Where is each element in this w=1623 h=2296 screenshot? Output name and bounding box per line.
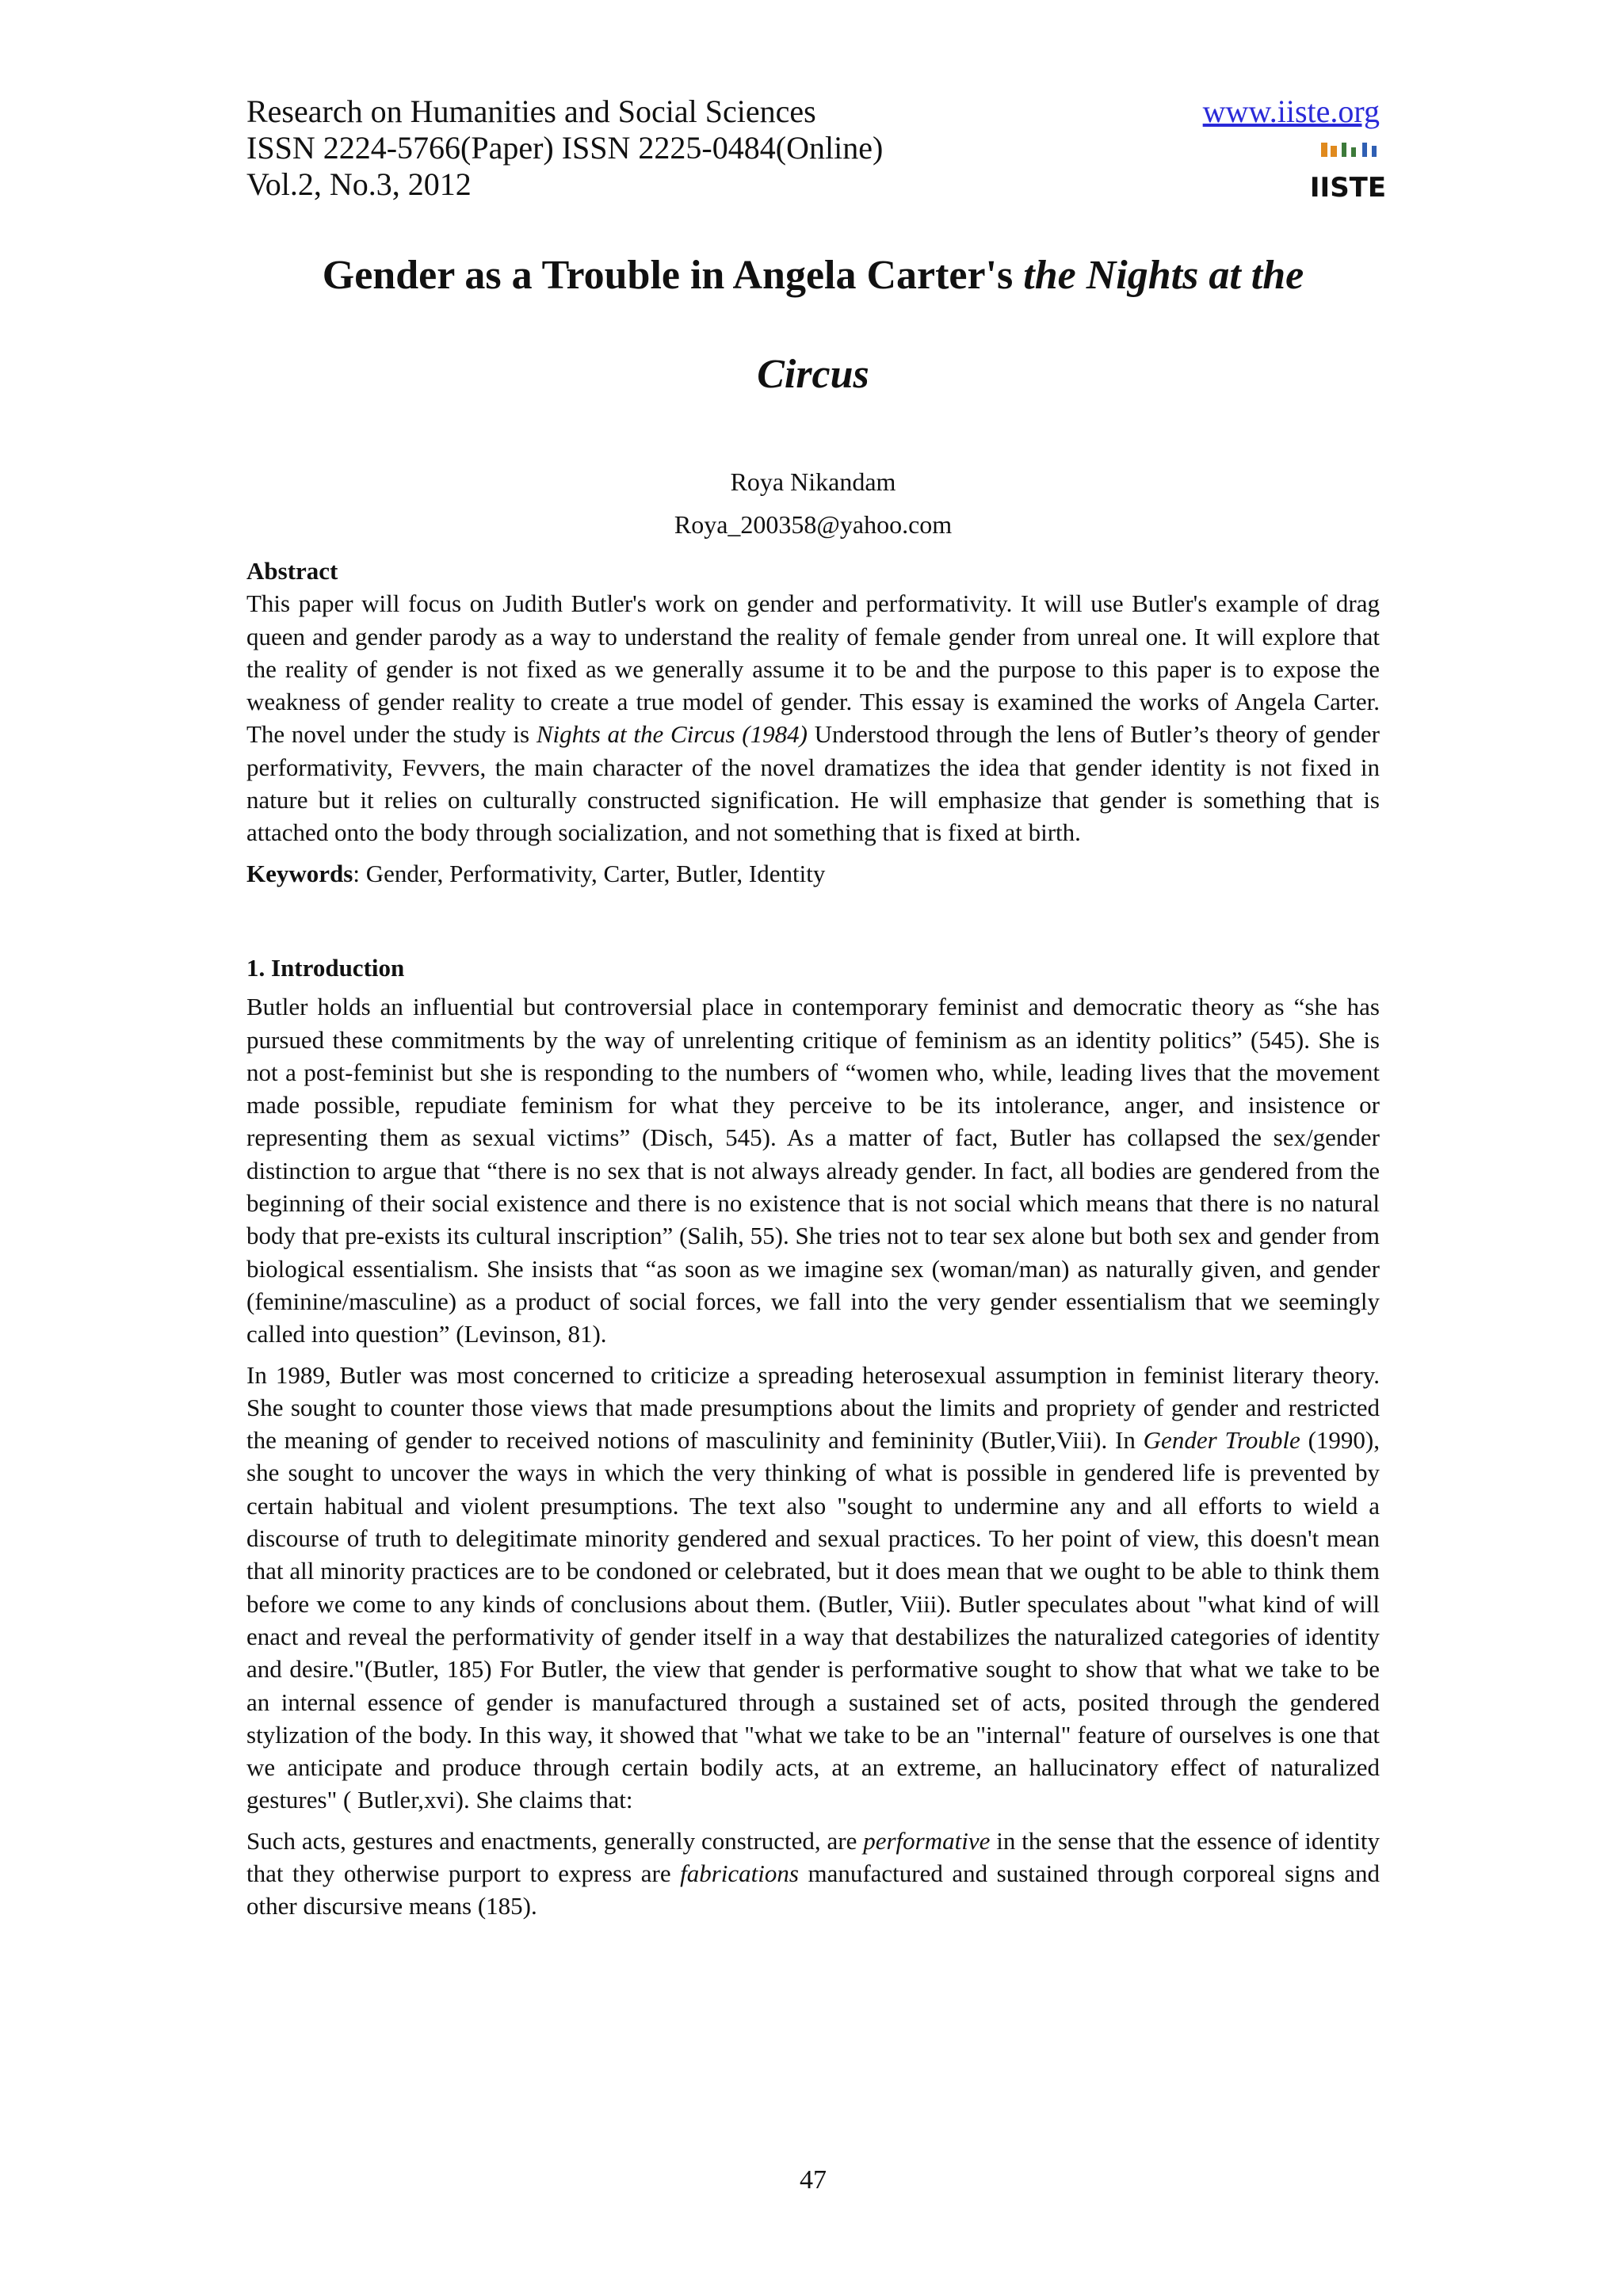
author-name: Roya Nikandam bbox=[730, 467, 896, 496]
volume-line: Vol.2, No.3, 2012 bbox=[246, 166, 472, 202]
keywords-line bbox=[246, 857, 1380, 890]
author-email: Roya_200358@yahoo.com bbox=[674, 510, 953, 539]
website-link[interactable]: www.iiste.org bbox=[1202, 93, 1380, 129]
title-italic-circus: Circus bbox=[757, 352, 869, 397]
paper-body bbox=[246, 555, 1380, 1923]
intro-paragraph-2: In 1989, Butler was most concerned to criticize a spreading heterosexual assumption in feminist literary theory. She sought to counter those views that made presumptions about the limits and propriety of gender and restricted the meaning of gender to received notions of masculinity and femininity (Butler,Viii). In Gender Trouble (1990), she sought to uncover the ways in which the very thinking of what is possible in gendered life is prevented by certain habitual and violent presumptions. The text also "sought to undermine any and all efforts to wield a discourse of truth to delegitimate minority gendered and sexual practices. To her point of view, this doesn't mean that all minority practices are to be condoned or celebrated, but it does mean that we ought to be able to think them before we come to any kinds of conclusions about them. (Butler, Viii). Butler speculates about "what kind of will enact and reveal the performativity of gender itself in a way that destabilizes the naturalized categories of identity and desire."(Butler, 185) For Butler, the view that gender is performative sought to show that what we take to be an internal essence of gender is manufactured through a sustained set of acts, posited through the gendered stylization of the body. In this way, it showed that "what we take to be an "internal" feature of ourselves is one that we anticipate and produce through certain bodily acts, at an extreme, an hallucinatory effect of naturalized gestures" ( Butler,xvi). She claims that: bbox=[246, 1360, 1380, 1814]
keywords-label: Keywords bbox=[246, 859, 353, 887]
abstract-heading: Abstract bbox=[246, 557, 338, 585]
intro-paragraph-1: Butler holds an influential but controversial place in contemporary feminist and democratic theory as “she has pursued these commitments by the way of unrelenting critique of feminism as an identity politics” (545). She is not a post-feminist but she is responding to the numbers of “women who, while, leading lives that the movement made possible, repudiate feminism for what they perceive to be its intolerance, anger, and insistence or representing them as sexual victims” (Disch, 545). As a matter of fact, Butler has collapsed the sex/gender distinction to argue that “there is no sex that is not always already gender. In fact, all bodies are gendered from the beginning of their social existence and there is no existence that is not social which means that there is no natural body that pre-exists its cultural inscription” (Salih, 55). She tries not to tear sex alone but both sex and gender from biological essentialism. She insists that “as soon as we imagine sex (woman/man) as naturally given, and gender (feminine/masculine) as a product of social forces, we fall into the very gender essentialism that we seemingly called into question” (Levinson, 81). bbox=[246, 993, 1380, 1348]
abstract-text: This paper will focus on Judith Butler's work on gender and performativity. It will use Butler's example of drag queen and gender parody as a way to understand the reality of female gender from unreal one. It will explore that the reality of gender is not fixed as we generally assume it to be and the purpose to this paper is to expose the weakness of gender reality to create a true model of gender. This essay is examined the works of Angela Carter. The novel under the study is Nights at the Circus (1984) Understood through the lens of Butler’s theory of gender performativity, Fevvers, the main character of the novel dramatizes the idea that gender identity is not fixed in nature but it relies on culturally constructed signification. He will emphasize that gender is something that is attached onto the body through socialization, and not something that is fixed at birth. bbox=[246, 589, 1380, 847]
title-text: Gender as a Trouble in Angela Carter's bbox=[322, 253, 1024, 298]
title-italic-text: the Nights at the bbox=[1023, 253, 1304, 298]
fabrications-italic: fabrications bbox=[680, 1859, 799, 1887]
journal-header bbox=[246, 93, 1387, 204]
iiste-logo bbox=[1309, 139, 1387, 204]
journal-name: Research on Humanities and Social Sciences bbox=[246, 93, 816, 129]
issn-line: ISSN 2224-5766(Paper) ISSN 2225-0484(Online) bbox=[246, 130, 884, 166]
page-number: 47 bbox=[800, 2165, 827, 2195]
paper-title-line-1 bbox=[246, 252, 1380, 299]
abstract-italic: Nights at the Circus (1984) bbox=[536, 720, 808, 749]
gender-trouble-italic: Gender Trouble bbox=[1143, 1426, 1300, 1455]
performative-italic: performative bbox=[863, 1826, 991, 1855]
svg-text:IISTE: IISTE bbox=[1309, 172, 1387, 204]
paper-title-line-2 bbox=[246, 351, 1380, 398]
keywords-list: : Gender, Performativity, Carter, Butler, Identity bbox=[353, 859, 826, 887]
section-heading-introduction: 1. Introduction bbox=[246, 953, 405, 982]
block-quote: Such acts, gestures and enactments, generally constructed, are performative in the sense that the essence of identity that they otherwise purport to express are fabrications manufactured and sustained through corporeal signs and other discursive means (185). bbox=[246, 1826, 1381, 1920]
